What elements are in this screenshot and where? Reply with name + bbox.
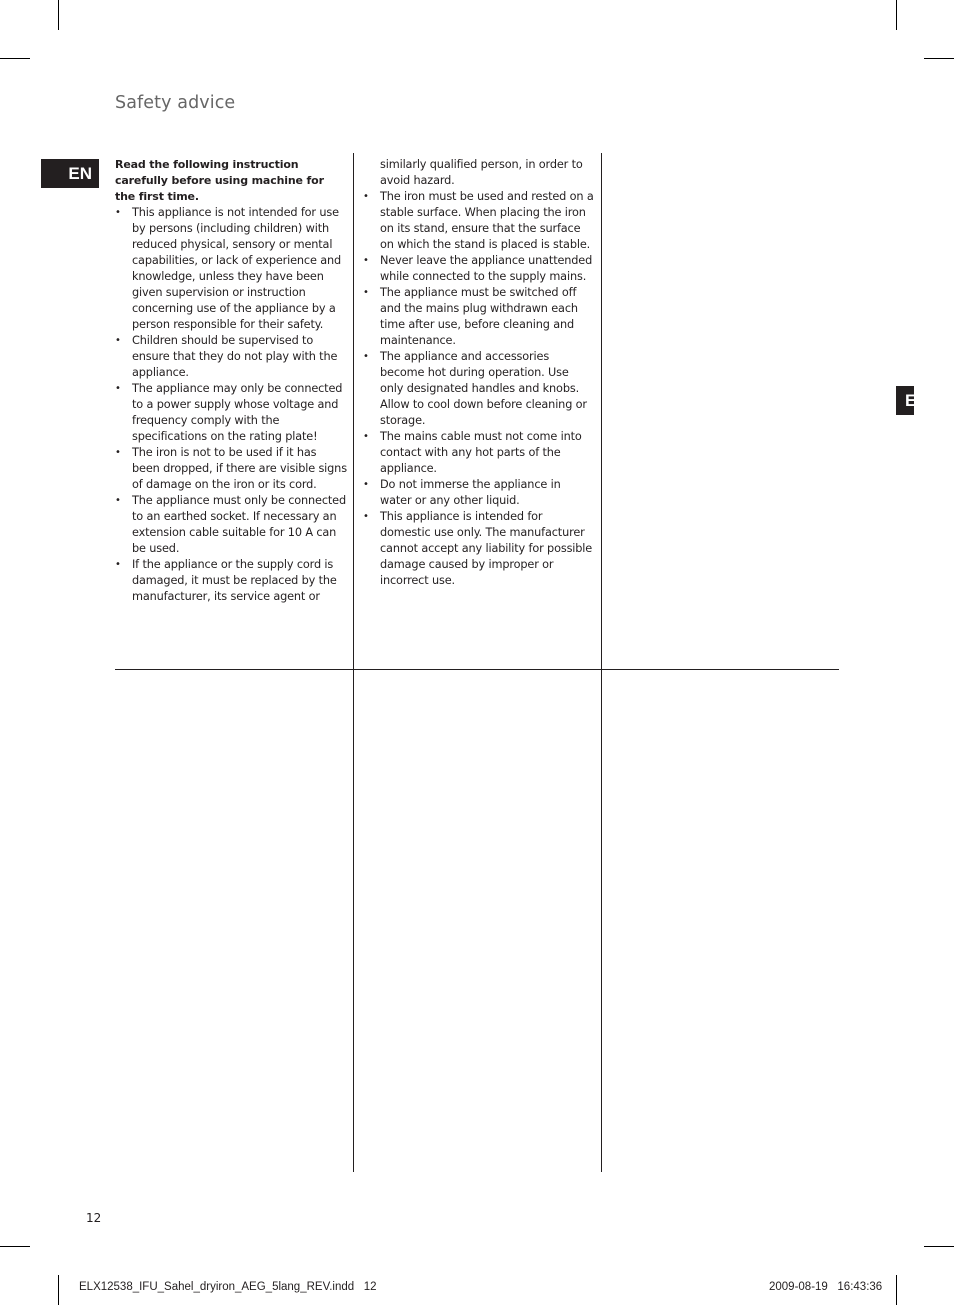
print-timestamp: 2009-08-19 16:43:36 bbox=[769, 1281, 883, 1293]
crop-mark bbox=[924, 1246, 954, 1247]
crop-mark bbox=[58, 1275, 59, 1305]
crop-mark bbox=[896, 0, 897, 30]
page-number: 12 bbox=[86, 1211, 102, 1225]
list-item: • The appliance may only be connected to a power supply whose voltage and frequency comply with the specifications on the rating plate! bbox=[115, 381, 347, 445]
list-item: • The appliance and accessories become hot during operation. Use only designated handles and knobs. Allow to cool down before cleaning or storage. bbox=[363, 349, 595, 429]
language-tab: EN bbox=[41, 159, 99, 188]
list-item: • If the appliance or the supply cord is damaged, it must be replaced by the manufacturer, its service agent or bbox=[115, 557, 347, 605]
crop-mark bbox=[896, 1275, 897, 1305]
crop-mark bbox=[58, 0, 59, 30]
column-divider bbox=[601, 153, 602, 1172]
list-item: • The appliance must be switched off and the mains plug withdrawn each time after use, before cleaning and maintenance. bbox=[363, 285, 595, 349]
page-title: Safety advice bbox=[115, 93, 236, 113]
continued-text: similarly qualified person, in order to avoid hazard. bbox=[380, 158, 583, 187]
list-item: • Do not immerse the appliance in water or any other liquid. bbox=[363, 477, 595, 509]
list-item: • This appliance is not intended for use by persons (including children) with reduced physical, sensory or mental capabilities, or lack of experience and knowledge, unless they have been given supervision or instruction concerning use of the appliance by a person responsible for their safety. bbox=[115, 205, 347, 333]
horizontal-rule bbox=[115, 669, 839, 670]
intro-text: Read the following instruction carefully before using machine for the first time. bbox=[115, 158, 324, 203]
list-item: • Never leave the appliance unattended while connected to the supply mains. bbox=[363, 253, 595, 285]
safety-list bbox=[115, 205, 347, 605]
crop-mark bbox=[0, 1246, 30, 1247]
text-column-1 bbox=[115, 157, 347, 605]
list-item: • The iron must be used and rested on a stable surface. When placing the iron on its stand, ensure that the surface on which the stand is placed is stable. bbox=[363, 189, 595, 253]
text-column-2 bbox=[363, 157, 595, 589]
crop-mark bbox=[0, 58, 30, 59]
list-item: • The iron is not to be used if it has been dropped, if there are visible signs of damage on the iron or its cord. bbox=[115, 445, 347, 493]
safety-list bbox=[363, 189, 595, 589]
crop-mark bbox=[924, 58, 954, 59]
list-item: • Children should be supervised to ensure that they do not play with the appliance. bbox=[115, 333, 347, 381]
column-divider bbox=[353, 153, 354, 1172]
list-item: • The appliance must only be connected to an earthed socket. If necessary an extension cable suitable for 10 A can be used. bbox=[115, 493, 347, 557]
list-item: • The mains cable must not come into contact with any hot parts of the appliance. bbox=[363, 429, 595, 477]
file-slug: ELX12538_IFU_Sahel_dryiron_AEG_5lang_REV.indd 12 bbox=[79, 1281, 377, 1293]
edge-language-tab: E bbox=[896, 386, 914, 415]
list-item: • This appliance is intended for domestic use only. The manufacturer cannot accept any liability for possible damage caused by improper or incorrect use. bbox=[363, 509, 595, 589]
